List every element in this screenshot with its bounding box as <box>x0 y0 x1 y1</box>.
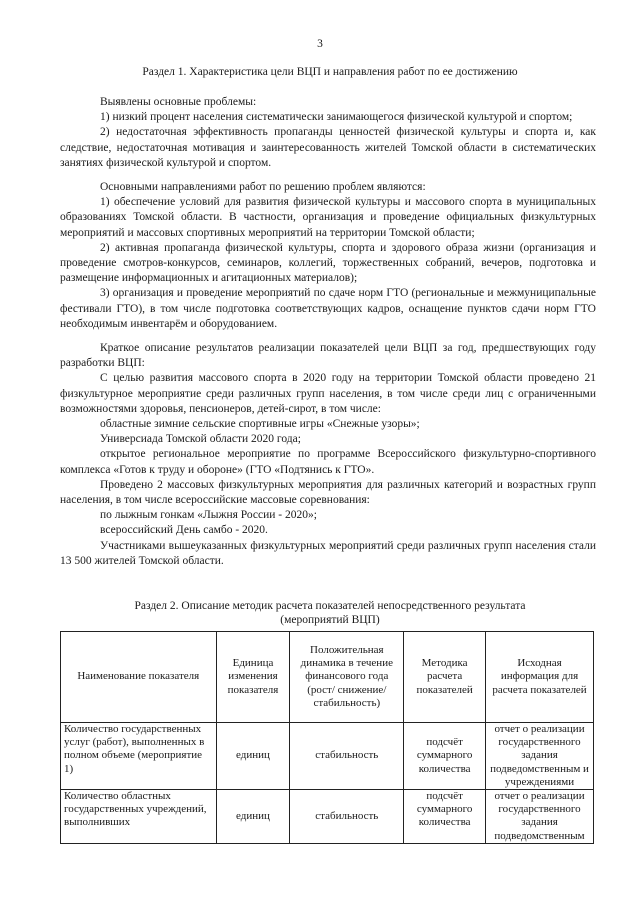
page-number: 3 <box>317 38 323 50</box>
table-row <box>61 723 594 790</box>
table-header-row <box>61 632 594 723</box>
column-header: Наименование показателя <box>61 632 217 723</box>
section1-title: Раздел 1. Характеристика цели ВЦП и направления работ по ее достижению <box>142 66 518 78</box>
paragraph: 3) организация и проведение мероприятий по сдаче норм ГТО (региональные и межмуниципальные фестивали ГТО), в том числе подготовка соответствующих кадров, оснащение пунктов сдачи норм ГТО необходимым инвентарём и оборудованием. <box>60 287 596 330</box>
paragraph: 2) недостаточная эффективность пропаганды ценностей физической культуры и спорта и, как следствие, недостаточная мотивация и заинтересованность жителей Томской области в систематических занятиях физической культурой и спортом. <box>60 126 596 169</box>
column-header: Единица изменения показателя <box>216 632 290 723</box>
methods-table <box>60 631 594 844</box>
table-cell: подсчёт суммарного количества <box>404 790 486 844</box>
paragraph: 1) обеспечение условий для развития физической культуры и массового спорта в муниципальных образованиях Томской области. В частности, организация и проведение официальных физкультурных мероприятий и массовых спортивных мероприятий на территории Томской области; <box>60 196 596 239</box>
table-cell: Количество государственных услуг (работ), выполненных в полном объеме (мероприятие 1) <box>61 723 217 790</box>
section1-body <box>60 95 596 569</box>
table-row <box>61 790 594 844</box>
paragraph: С целью развития массового спорта в 2020 году на территории Томской области проведено 21 физкультурное мероприятие среди различных групп населения, в том числе среди лиц с ограниченными возможностями здоровья, пенсионеров, детей-сирот, в том числе: <box>60 372 596 415</box>
column-header: Методика расчета показателей <box>404 632 486 723</box>
table-cell: стабильность <box>290 790 404 844</box>
paragraph: областные зимние сельские спортивные игры «Снежные узоры»; <box>100 418 420 431</box>
paragraph: Краткое описание результатов реализации показателей цели ВЦП за год, предшествующих году разработки ВЦП: <box>60 342 596 370</box>
section2-title-line2: (мероприятий ВЦП) <box>280 613 380 626</box>
paragraph: по лыжным гонкам «Лыжня России - 2020»; <box>100 509 317 522</box>
table-cell: стабильность <box>290 723 404 790</box>
table-cell: отчет о реализации государственного задания подведомственным <box>486 790 594 844</box>
table-cell: Количество областных государственных учреждений, выполнивших <box>61 790 217 844</box>
table-cell: единиц <box>216 723 290 790</box>
paragraph: Проведено 2 массовых физкультурных мероприятия для различных категорий и возрастных групп населения, в том числе всероссийские массовые соревнования: <box>60 478 596 507</box>
table-cell: отчет о реализации государственного задания подведомственным и учреждениями <box>486 723 594 790</box>
section2-title <box>60 600 600 627</box>
section2-title-line1: Раздел 2. Описание методик расчета показателей непосредственного результата <box>134 600 526 612</box>
paragraph: Основными направлениями работ по решению проблем являются: <box>100 181 426 194</box>
column-header: Положительная динамика в течение финансового года (рост/ снижение/ стабильность) <box>290 632 404 723</box>
table-cell: единиц <box>216 790 290 844</box>
column-header: Исходная информация для расчета показателей <box>486 632 594 723</box>
paragraph: 2) активная пропаганда физической культуры, спорта и здорового образа жизни (организация и проведение смотров-конкурсов, семинаров, коллегий, торжественных собраний, вечеров, подготовка и размещение информационных и агитационных материалов); <box>60 241 596 285</box>
paragraph: 1) низкий процент населения систематически занимающегося физической культурой и спортом; <box>100 111 573 124</box>
paragraph: открытое региональное мероприятие по программе Всероссийского физкультурно-спортивного комплекса «Готов к труду и обороне» (ГТО «Подтянись к ГТО». <box>60 448 596 476</box>
paragraph: Универсиада Томской области 2020 года; <box>100 433 301 446</box>
paragraph: всероссийский День самбо - 2020. <box>100 524 268 537</box>
table-cell: подсчёт суммарного количества <box>404 723 486 790</box>
paragraph: Выявлены основные проблемы: <box>100 96 257 108</box>
paragraph: Участниками вышеуказанных физкультурных мероприятий среди различных групп населения стали 13 500 жителей Томской области. <box>60 539 596 567</box>
